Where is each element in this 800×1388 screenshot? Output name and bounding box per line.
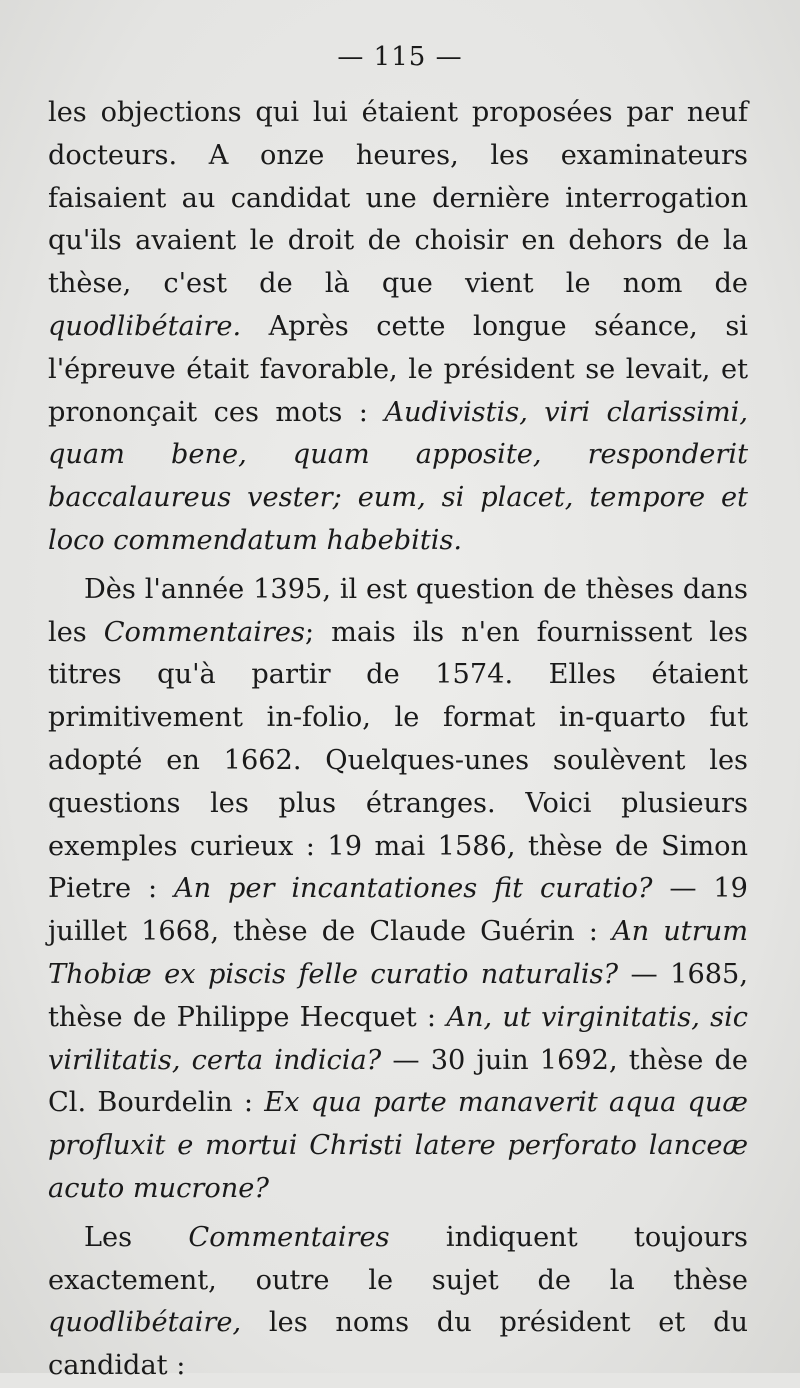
body-text	[48, 92, 748, 1388]
text-run: — 30 juin 1692, thèse de Cl. Bourdelin :	[48, 1044, 748, 1119]
page-number: — 115 —	[337, 42, 463, 72]
text-run: les objections qui lui étaient proposées par neuf docteurs. A onze heures, les examinateurs faisaient au candidat une dernière interrogation qu'ils avaient le droit de choisir en dehors de la thèse, c'est de là que vient le nom de	[48, 97, 748, 300]
text-run: Après cette longue séance, si l'épreuve était favorable, le président se levait, et prononçait ces mots :	[48, 310, 748, 428]
text-run: — 19 juillet 1668, thèse de Claude Guérin :	[48, 873, 748, 948]
italic-text: An per incantationes fit curatio?	[173, 873, 653, 905]
italic-text: quodlibétaire.	[48, 310, 242, 342]
paragraph-1	[48, 92, 748, 563]
italic-text: Ex qua parte manaverit aqua quæ profluxit e mortui Christi latere perforato lanceæ acuto mucrone?	[48, 1087, 748, 1204]
text-run: — 1685, thèse de Philippe Hecquet :	[48, 958, 748, 1033]
paragraph-2	[48, 569, 748, 1211]
italic-text: Commentaires	[188, 1221, 390, 1253]
italic-text: Commentaires	[103, 616, 305, 648]
text-run: Dès l'année 1395, il est question de thèses dans les	[48, 573, 748, 648]
italic-text: Audivistis, viri clarissimi, quam bene, quam apposite, responderit baccalaureus vester; eum, si placet, tempore et loco commendatum habebitis.	[48, 396, 748, 556]
text-run: indiquent toujours exactement, outre le sujet de la thèse	[48, 1221, 748, 1296]
text-run: Les	[84, 1221, 189, 1253]
italic-text: An utrum Thobiæ ex piscis felle curatio naturalis?	[48, 916, 748, 990]
text-run: les noms du président et du candidat :	[48, 1307, 748, 1382]
text-run: ; mais ils n'en fournissent les titres qu'à partir de 1574. Elles étaient primitivement in-folio, le format in-quarto fut adopté en 1662. Quelques-unes soulèvent les questions les plus étranges. Voici plusieurs exemples curieux : 19 mai 1586, thèse de Simon Pietre :	[48, 616, 748, 905]
italic-text: quodlibétaire,	[48, 1307, 242, 1339]
italic-text: An, ut virginitatis, sic virilitatis, certa indicia?	[48, 1001, 748, 1076]
paragraph-3	[48, 1217, 748, 1388]
